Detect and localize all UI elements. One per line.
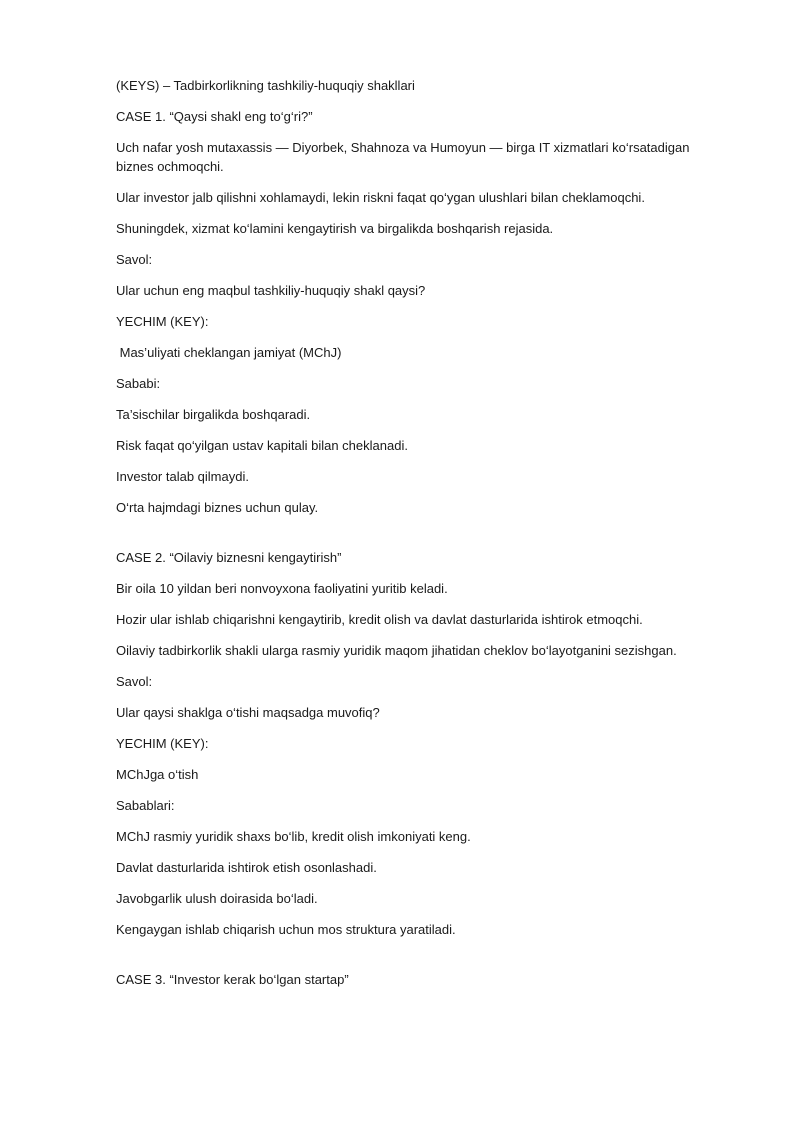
case2-heading: CASE 2. “Oilaviy biznesni kengaytirish”: [116, 550, 342, 565]
case1-heading: CASE 1. “Qaysi shakl eng to‘g‘ri?”: [116, 109, 313, 124]
case1-question-label: Savol:: [116, 252, 153, 267]
section-spacer: [116, 529, 716, 548]
case2-reason: Kengaygan ishlab chiqarish uchun mos struktura yaratiladi.: [116, 922, 456, 937]
case1-paragraph: Uch nafar yosh mutaxassis — Diyorbek, Shahnoza va Humoyun — birga IT xizmatlari ko‘rsatadigan biznes ochmoqchi.: [116, 140, 694, 174]
case1-paragraph: Ular investor jalb qilishni xohlamaydi, lekin riskni faqat qo‘ygan ulushlari bilan cheklamoqchi.: [116, 190, 645, 205]
case2-reason: Davlat dasturlarida ishtirok etish osonlashadi.: [116, 860, 377, 875]
document-body: [116, 76, 716, 1001]
case2-solution-label: YECHIM (KEY):: [116, 736, 209, 751]
case2-question: Ular qaysi shaklga o‘tishi maqsadga muvofiq?: [116, 705, 380, 720]
case2-reason: Javobgarlik ulush doirasida bo‘ladi.: [116, 891, 318, 906]
case1-reason: Ta’sischilar birgalikda boshqaradi.: [116, 407, 311, 422]
case1-reason: Investor talab qilmaydi.: [116, 469, 249, 484]
case1-answer: Mas’uliyati cheklangan jamiyat (MChJ): [116, 345, 342, 360]
case1-paragraph: Shuningdek, xizmat ko‘lamini kengaytirish va birgalikda boshqarish rejasida.: [116, 221, 554, 236]
document-title: (KEYS) – Tadbirkorlikning tashkiliy-huquqiy shakllari: [116, 78, 415, 93]
case1-solution-label: YECHIM (KEY):: [116, 314, 209, 329]
section-spacer: [116, 951, 716, 970]
case2-reasons-label: Sabablari:: [116, 798, 175, 813]
case1-question: Ular uchun eng maqbul tashkiliy-huquqiy shakl qaysi?: [116, 283, 426, 298]
case1-reason: O‘rta hajmdagi biznes uchun qulay.: [116, 500, 319, 515]
case2-paragraph: Bir oila 10 yildan beri nonvoyxona faoliyatini yuritib keladi.: [116, 581, 448, 596]
case3-heading: CASE 3. “Investor kerak bo‘lgan startap”: [116, 972, 349, 987]
case1-reasons-label: Sababi:: [116, 376, 161, 391]
case1-reason: Risk faqat qo‘yilgan ustav kapitali bilan cheklanadi.: [116, 438, 408, 453]
case2-answer: MChJga o‘tish: [116, 767, 199, 782]
case2-reason: MChJ rasmiy yuridik shaxs bo‘lib, kredit olish imkoniyati keng.: [116, 829, 471, 844]
case2-paragraph: Hozir ular ishlab chiqarishni kengaytirib, kredit olish va davlat dasturlarida ishtirok etmoqchi.: [116, 612, 643, 627]
case2-paragraph: Oilaviy tadbirkorlik shakli ularga rasmiy yuridik maqom jihatidan cheklov bo‘layotganini sezishgan.: [116, 643, 677, 658]
case2-question-label: Savol:: [116, 674, 153, 689]
